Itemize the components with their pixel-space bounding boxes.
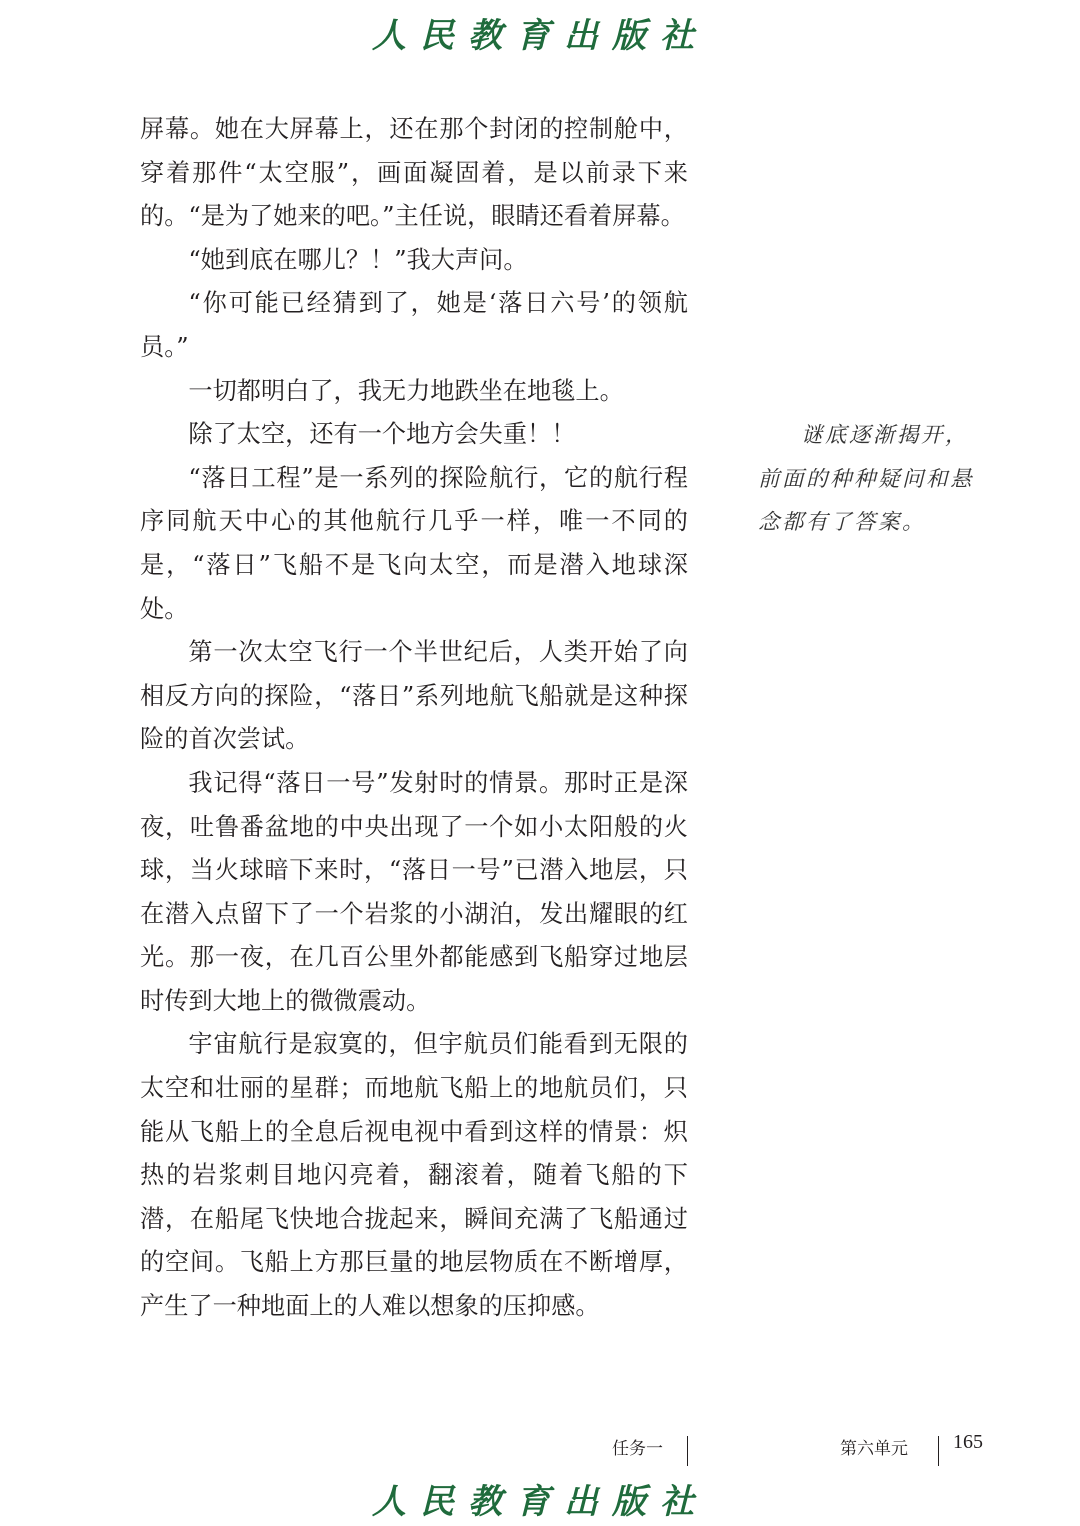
- footer-divider: [687, 1436, 688, 1466]
- footer-task-label: 任务一: [612, 1439, 663, 1459]
- publisher-watermark-top: 人民教育出版社: [372, 16, 708, 56]
- page-number: 165: [953, 1431, 983, 1453]
- paragraph: “你可能已经猜到了，她是‘落日六号’的领航员。”: [140, 289, 688, 361]
- body-text: [140, 108, 688, 1329]
- footer-unit-label: 第六单元: [840, 1439, 908, 1459]
- paragraph: “她到底在哪儿？！”我大声问。: [188, 245, 528, 274]
- paragraph: 除了太空，还有一个地方会失重！！: [188, 420, 576, 449]
- publisher-watermark-bottom: 人民教育出版社: [372, 1482, 708, 1522]
- paragraph: 屏幕。她在大屏幕上，还在那个封闭的控制舱中，穿着那件“太空服”，画面凝固着，是以前录下来的。“是为了她来的吧。”主任说，眼睛还看着屏幕。: [140, 115, 688, 231]
- margin-annotation: 谜底逐渐揭开，前面的种种疑问和悬念都有了答案。: [758, 423, 975, 535]
- paragraph: 宇宙航行是寂寞的，但宇航员们能看到无限的太空和壮丽的星群；而地航飞船上的地航员们，只能从飞船上的全息后视电视中看到这样的情景：炽热的岩浆刺目地闪亮着，翻滚着，随着飞船的下潜，在船尾飞快地合拢起来，瞬间充满了飞船通过的空间。飞船上方那巨量的地层物质在不断增厚，产生了一种地面上的人难以想象的压抑感。: [140, 1030, 688, 1321]
- paragraph: 我记得“落日一号”发射时的情景。那时正是深夜，吐鲁番盆地的中央出现了一个如小太阳般的火球，当火球暗下来时，“落日一号”已潜入地层，只在潜入点留下了一个岩浆的小湖泊，发出耀眼的红光。那一夜，在几百公里外都能感到飞船穿过地层时传到大地上的微微震动。: [140, 768, 688, 1015]
- paragraph: 第一次太空飞行一个半世纪后，人类开始了向相反方向的探险，“落日”系列地航飞船就是这种探险的首次尝试。: [140, 638, 688, 754]
- footer-divider: [938, 1436, 939, 1466]
- paragraph: “落日工程”是一系列的探险航行，它的航行程序同航天中心的其他航行几乎一样，唯一不同的是，“落日”飞船不是飞向太空，而是潜入地球深处。: [140, 463, 688, 623]
- paragraph: 一切都明白了，我无力地跌坐在地毯上。: [188, 376, 624, 405]
